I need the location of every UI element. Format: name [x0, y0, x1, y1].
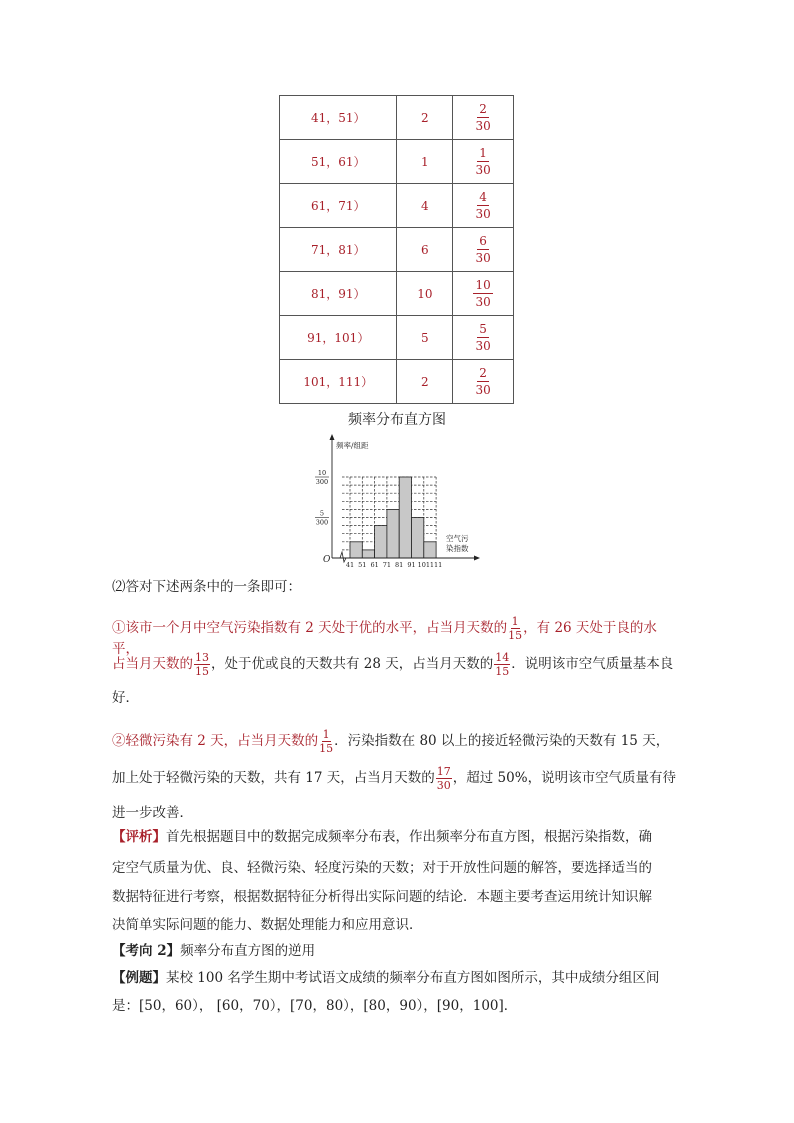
answer-line-5: 加上处于轻微污染的天数，共有 17 天，占当月天数的 $\frac{17}{30}$ ，超过 50%，说明该市空气质量有待: [112, 765, 677, 792]
interval-cell: 61，71）: [280, 184, 397, 228]
x-tick-label: 81: [395, 561, 404, 569]
frequency-cell: [453, 140, 514, 184]
histogram-bar: [375, 526, 387, 558]
answer-intro: ⑵答对下述两条中的一条即可：: [112, 579, 301, 595]
frequency-cell: [453, 316, 514, 360]
x-axis-arrow: [474, 556, 480, 561]
count-cell: 4: [397, 184, 453, 228]
y-tick-numerator: 5: [319, 509, 325, 518]
comment-line-2: 定空气质量为优、良、轻微污染、轻度污染的天数；对于开放性问题的解答，要选择适当的: [112, 860, 652, 876]
x-tick-label: 41: [345, 561, 355, 569]
count-cell: 5: [397, 316, 453, 360]
x-axis-label-line-2: 染指数: [446, 544, 469, 553]
example-line-2: 是：[50，60）， [60，70），[70，80），[80，90），[90，100]．: [112, 998, 518, 1014]
answer-line-6: 进一步改善．: [112, 805, 193, 821]
y-tick-denominator: 300: [315, 478, 329, 486]
x-axis-label-line-1: 空气污: [446, 534, 469, 543]
count-cell: 10: [397, 272, 453, 316]
x-tick-label: 91: [407, 561, 416, 569]
frequency-table: [279, 95, 514, 404]
interval-cell: 71，81）: [280, 228, 397, 272]
chart-title: 频率分布直方图: [348, 412, 446, 428]
comment-line-3: 数据特征进行考察，根据数据特征分析得出实际问题的结论．本题主要考查运用统计知识解: [112, 889, 652, 905]
fraction-1-15-b: $\frac{1}{15}$: [319, 728, 334, 755]
frequency-fraction: $\frac{10}{30}$: [475, 278, 491, 309]
interval-cell: 41，51）: [280, 96, 397, 140]
frequency-fraction: $\frac{2}{30}$: [475, 102, 491, 133]
count-cell: 1: [397, 140, 453, 184]
origin-label: O: [323, 555, 331, 565]
histogram-bar: [424, 542, 436, 558]
comment-line-4: 决简单实际问题的能力、数据处理能力和应用意识．: [112, 917, 423, 933]
frequency-cell: [453, 184, 514, 228]
answer-line-4: ②轻微污染有 2 天，占当月天数的 $\frac{1}{15}$ ．污染指数在 80 以上的接近轻微污染的天数有 15 天，: [112, 728, 670, 755]
answer-line-1: ①该市一个月中空气污染指数有 2 天处于优的水平，占当月天数的 $\frac{1}{15}$ ，有 26 天处于良的水平，: [112, 615, 657, 657]
x-tick-label: 51: [358, 561, 367, 569]
y-axis-arrow: [330, 434, 335, 440]
frequency-cell: [453, 360, 514, 404]
frequency-fraction: $\frac{2}{30}$: [475, 366, 491, 397]
x-tick-label: 61: [370, 561, 379, 569]
table-row: [280, 184, 514, 228]
histogram-bar: [387, 509, 399, 558]
section-heading: 【考向 2】频率分布直方图的逆用: [112, 943, 316, 959]
x-tick-label: 101: [417, 561, 431, 569]
histogram-chart: [305, 434, 485, 569]
histogram-bar: [362, 550, 374, 558]
interval-cell: 51，61）: [280, 140, 397, 184]
count-cell: 6: [397, 228, 453, 272]
frequency-fraction: $\frac{1}{30}$: [475, 146, 491, 177]
fraction-1-15: $\frac{1}{15}$: [508, 615, 523, 642]
histogram-bar: [412, 518, 424, 559]
frequency-fraction: $\frac{5}{30}$: [475, 322, 491, 353]
table-row: [280, 140, 514, 184]
interval-cell: 81，91）: [280, 272, 397, 316]
count-cell: 2: [397, 360, 453, 404]
comment-line-1: 【评析】首先根据题目中的数据完成频率分布表，作出频率分布直方图，根据污染指数，确: [112, 829, 652, 845]
frequency-cell: [453, 272, 514, 316]
frequency-cell: [453, 96, 514, 140]
example-line-1: 【例题】某校 100 名学生期中考试语文成绩的频率分布直方图如图所示，其中成绩分组区间: [112, 970, 660, 986]
interval-cell: 101，111）: [280, 360, 397, 404]
histogram-bar: [350, 542, 362, 558]
table-row: [280, 96, 514, 140]
table-row: [280, 316, 514, 360]
answer-line-2: 占当月天数的 $\frac{13}{15}$ ，处于优或良的天数共有 28 天，占当月天数的 $\frac{14}{15}$ ．说明该市空气质量基本良: [112, 651, 674, 678]
x-tick-label: 111: [429, 561, 443, 569]
x-tick-label: 71: [382, 561, 392, 569]
y-tick-numerator: 10: [317, 469, 327, 477]
frequency-fraction: $\frac{4}{30}$: [475, 190, 491, 221]
table-row: [280, 272, 514, 316]
count-cell: 2: [397, 96, 453, 140]
fraction-13-15: $\frac{13}{15}$: [195, 651, 209, 678]
y-axis-label: 频率/组距: [336, 441, 369, 450]
frequency-fraction: $\frac{6}{30}$: [475, 234, 491, 265]
table-row: [280, 360, 514, 404]
fraction-17-30: $\frac{17}{30}$: [436, 765, 451, 792]
table-row: [280, 228, 514, 272]
histogram-bar: [399, 477, 411, 558]
frequency-cell: [453, 228, 514, 272]
y-tick-denominator: 300: [315, 518, 329, 527]
interval-cell: 91，101）: [280, 316, 397, 360]
fraction-14-15: $\frac{14}{15}$: [495, 651, 510, 678]
answer-line-3: 好．: [112, 690, 139, 706]
